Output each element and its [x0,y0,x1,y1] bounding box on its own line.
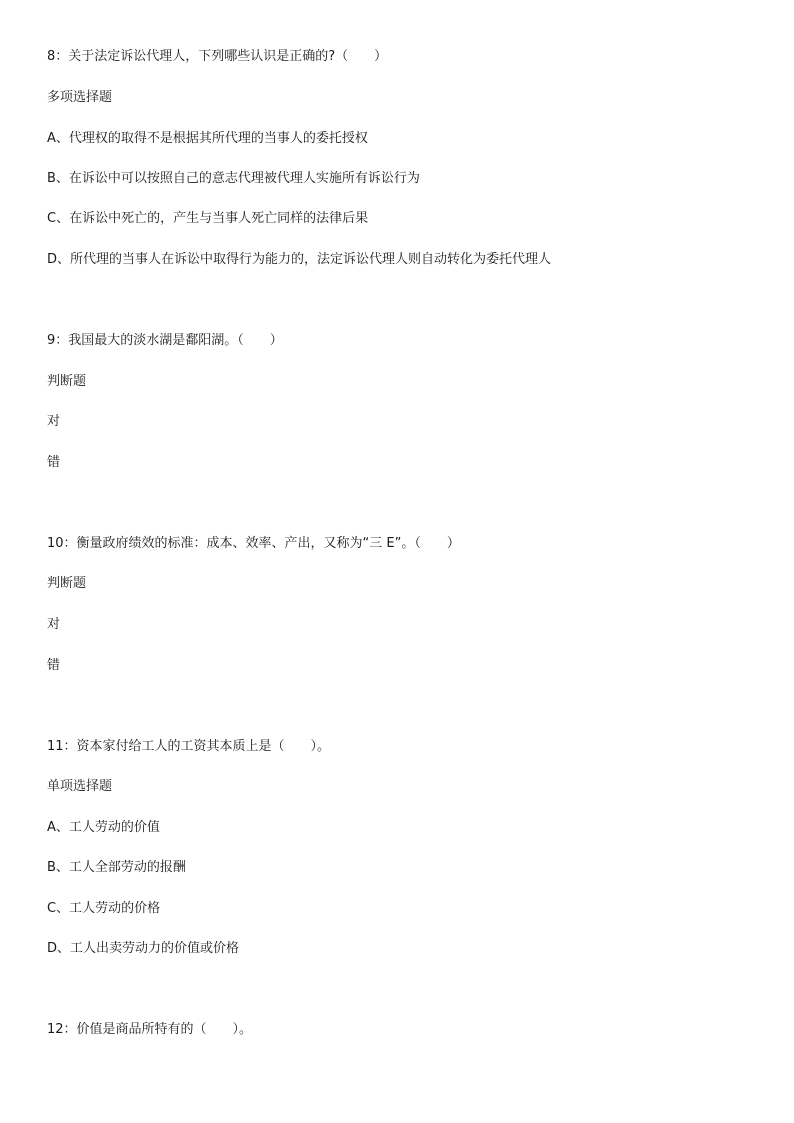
question-8-option-a: A、代理权的取得不是根据其所代理的当事人的委托授权 [47,131,368,146]
question-8-option-c: C、在诉讼中死亡的，产生与当事人死亡同样的法律后果 [47,211,369,226]
question-9-option-false: 错 [47,455,61,470]
question-12-prompt: 12：价值是商品所特有的（ ）。 [47,1022,253,1037]
question-11-prompt: 11：资本家付给工人的工资其本质上是（ ）。 [47,739,331,754]
question-8-option-d: D、所代理的当事人在诉讼中取得行为能力的，法定诉讼代理人则自动转化为委托代理人 [47,252,552,267]
question-10-option-false: 错 [47,658,61,673]
question-9-prompt: 9：我国最大的淡水湖是鄱阳湖。（ ） [47,333,283,348]
question-8-type: 多项选择题 [47,90,113,105]
question-9-option-true: 对 [47,414,61,429]
question-8-option-b: B、在诉讼中可以按照自己的意志代理被代理人实施所有诉讼行为 [47,171,420,186]
question-10-prompt: 10：衡量政府绩效的标准：成本、效率、产出，又称为“三 E”。（ ） [47,536,460,551]
question-11-option-b: B、工人全部劳动的报酬 [47,860,186,875]
question-11-option-d: D、工人出卖劳动力的价值或价格 [47,941,240,956]
question-11-type: 单项选择题 [47,779,113,794]
question-10-type: 判断题 [47,576,87,591]
question-11-option-c: C、工人劳动的价格 [47,901,161,916]
question-11-option-a: A、工人劳动的价值 [47,820,160,835]
question-8-prompt: 8：关于法定诉讼代理人，下列哪些认识是正确的?（ ） [47,49,388,64]
question-9-type: 判断题 [47,374,87,389]
question-10-option-true: 对 [47,617,61,632]
